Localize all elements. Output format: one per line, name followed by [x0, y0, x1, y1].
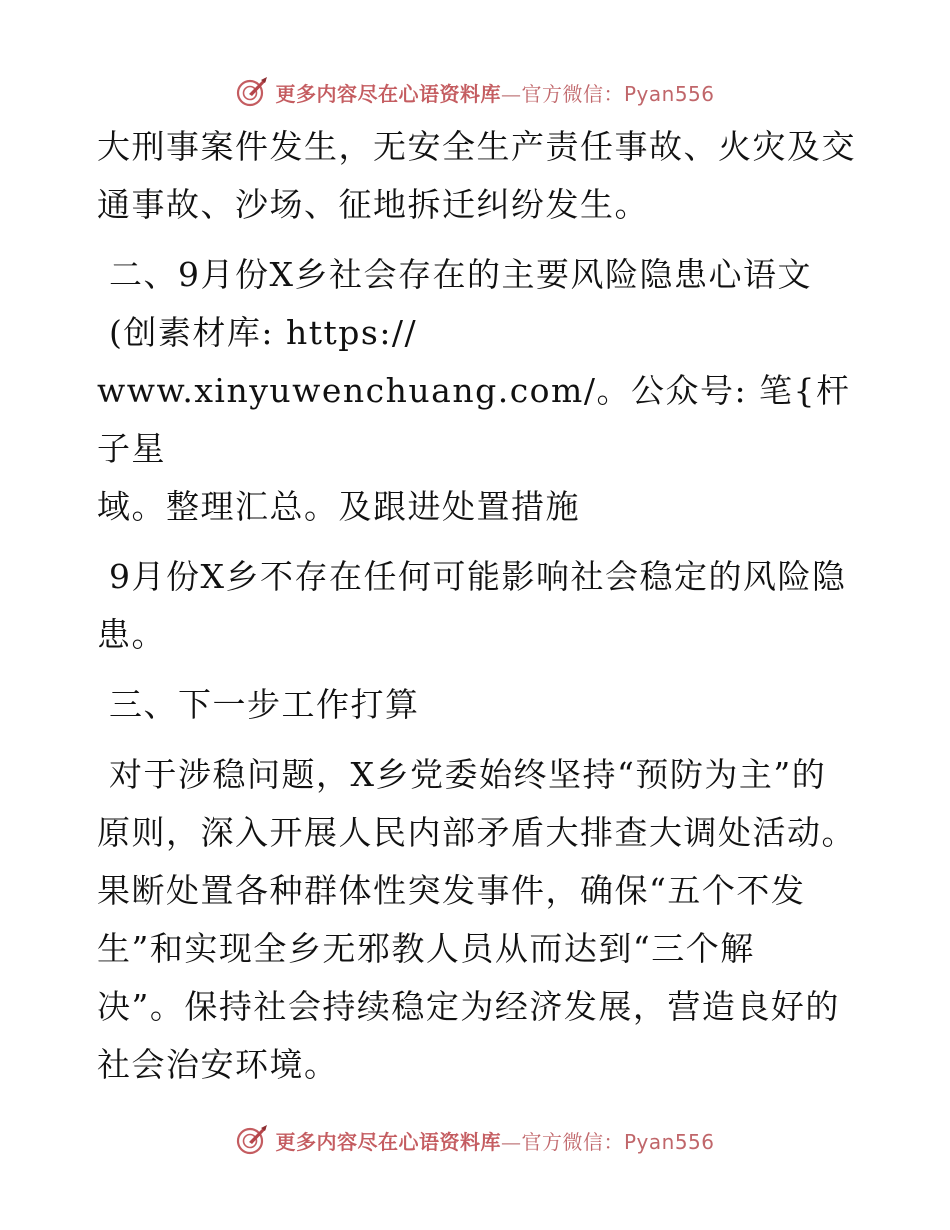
- paragraph-gap: [97, 536, 857, 548]
- text-line: 三、下一步工作打算: [97, 685, 420, 724]
- text-line: www.xinyuwenchuang.com/。公众号: 笔{杆子星: [97, 371, 851, 468]
- document-body: [97, 118, 857, 1094]
- watermark-brand: 更多内容尽在心语资料库: [275, 81, 501, 106]
- text-line: 大刑事案件发生，无安全生产责任事故、火灾及交: [97, 127, 856, 166]
- header-watermark: [0, 72, 950, 112]
- paragraph: [97, 118, 857, 234]
- text-line: 对于涉稳问题，X乡党委始终坚持“预防为主”的: [97, 755, 827, 794]
- paragraph-gap: [97, 734, 857, 746]
- watermark-wechat-id: Pyan556: [623, 1129, 715, 1154]
- text-line: 9月份X乡不存在任何可能影响社会稳定的风险隐: [97, 557, 847, 596]
- paragraph: [97, 548, 857, 664]
- text-line: (创素材库: https://: [97, 313, 418, 352]
- quill-logo-icon: [235, 1123, 269, 1157]
- watermark-wechat-id: Pyan556: [623, 81, 715, 106]
- text-line: 社会治安环境。: [97, 1045, 339, 1084]
- text-line: 决”。保持社会持续稳定为经济发展，营造良好的: [97, 987, 840, 1026]
- watermark-separator: —: [500, 1129, 522, 1154]
- watermark-label: 官方微信：: [521, 1129, 624, 1154]
- text-line: 二、9月份X乡社会存在的主要风险隐患心语文: [97, 255, 812, 294]
- section-heading: [97, 676, 857, 734]
- text-line: 患。: [97, 615, 166, 654]
- watermark-text: [275, 1126, 714, 1155]
- paragraph-gap: [97, 234, 857, 246]
- quill-logo-icon: [235, 75, 269, 109]
- footer-watermark: [0, 1120, 950, 1160]
- watermark-separator: —: [500, 81, 522, 106]
- paragraph: [97, 746, 857, 1094]
- watermark-text: [275, 78, 714, 107]
- text-line: 通事故、沙场、征地拆迁纠纷发生。: [97, 185, 649, 224]
- text-line: 生”和实现全乡无邪教人员从而达到“三个解: [97, 929, 755, 968]
- watermark-brand: 更多内容尽在心语资料库: [275, 1129, 501, 1154]
- text-line: 域。整理汇总。及跟进处置措施: [97, 487, 580, 526]
- text-line: 原则，深入开展人民内部矛盾大排查大调处活动。: [97, 813, 856, 852]
- text-line: 果断处置各种群体性突发事件，确保“五个不发: [97, 871, 806, 910]
- section-heading-paragraph: [97, 246, 857, 536]
- watermark-label: 官方微信：: [521, 81, 624, 106]
- paragraph-gap: [97, 664, 857, 676]
